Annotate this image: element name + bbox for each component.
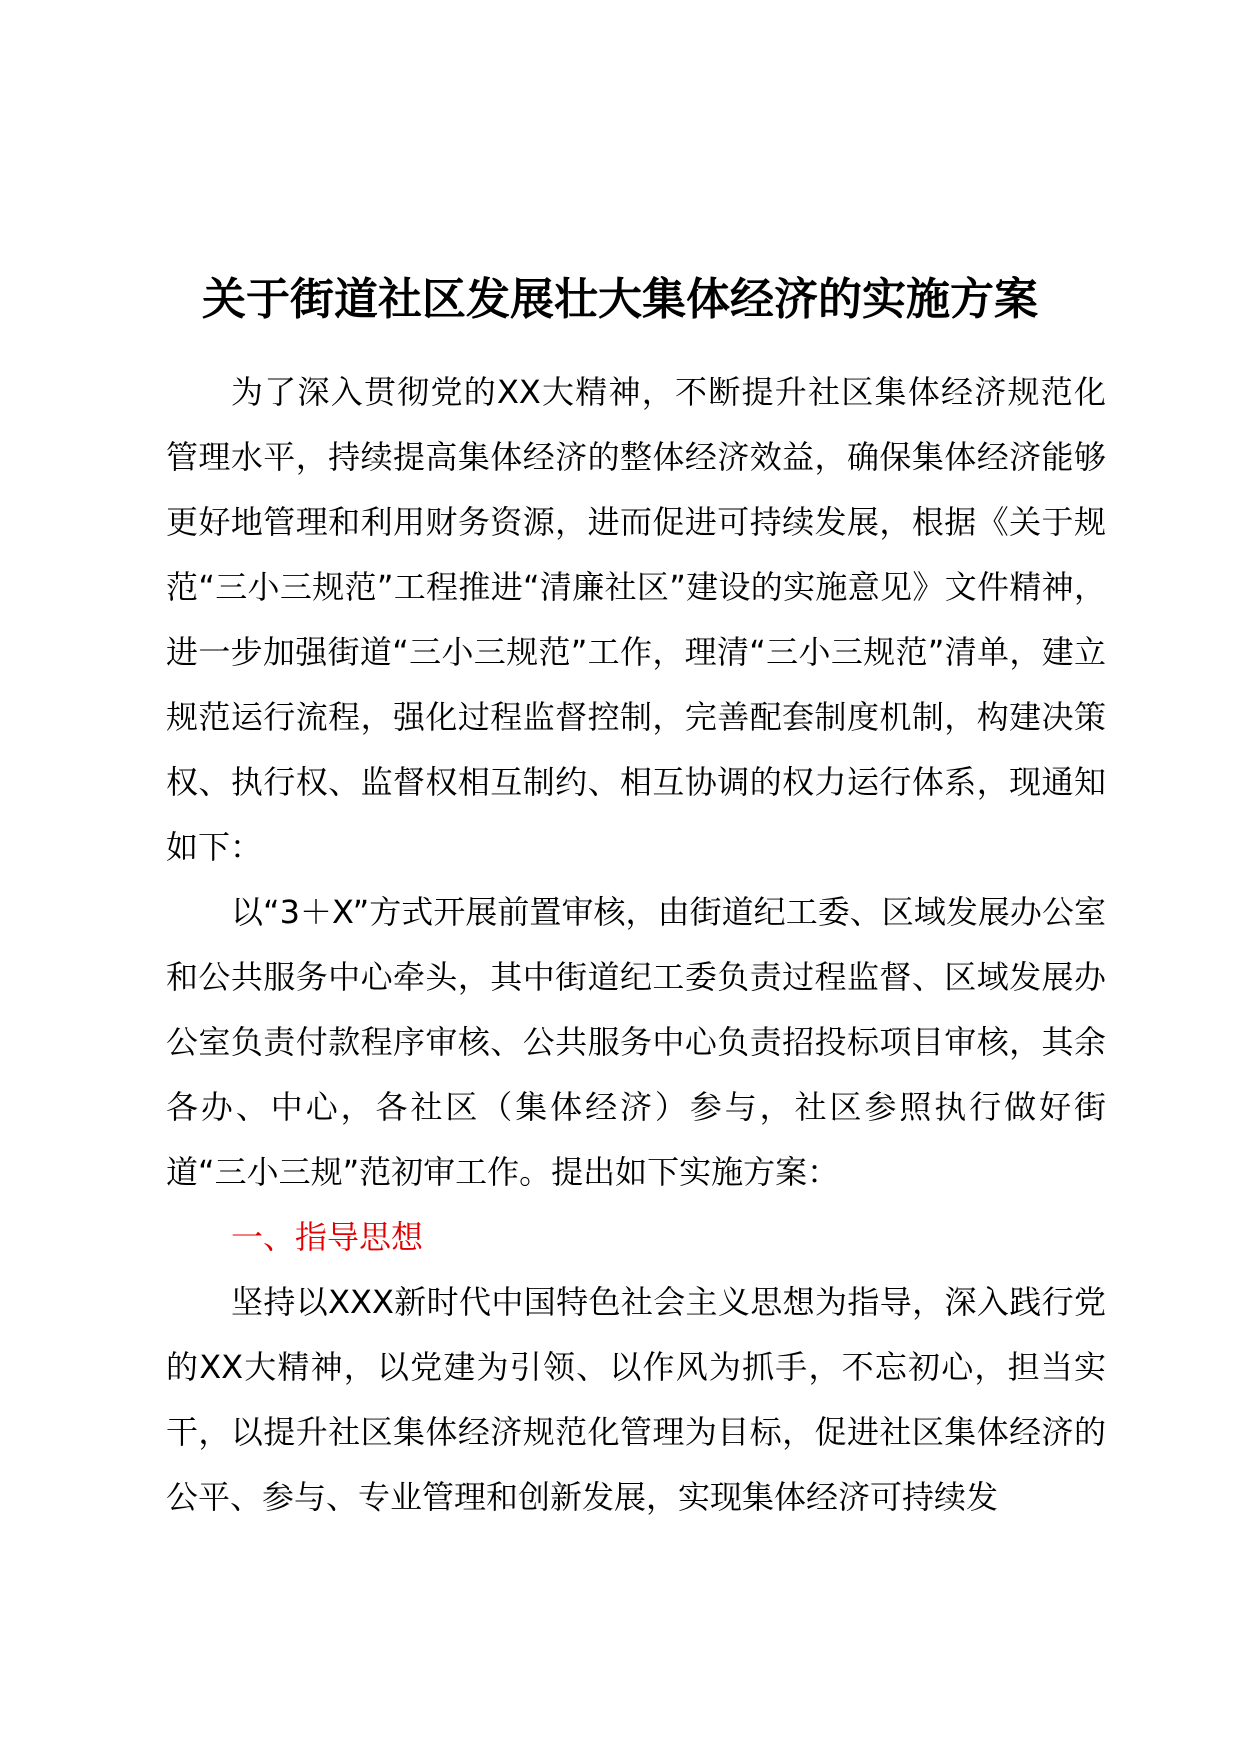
document-body xyxy=(166,360,1106,1530)
document-title: 关于街道社区发展壮大集体经济的实施方案 xyxy=(202,274,1038,325)
review-paragraph: 以“3＋X”方式开展前置审核，由街道纪工委、区域发展办公室和公共服务中心牵头，其中街道纪工委负责过程监督、区域发展办公室负责付款程序审核、公共服务中心负责招投标项目审核，其余各办、中心，各社区（集体经济）参与，社区参照执行做好街道“三小三规”范初审工作。提出如下实施方案： xyxy=(166,893,1106,1191)
section-heading: 一、指导思想 xyxy=(231,1218,424,1256)
section-paragraph: 坚持以XXX新时代中国特色社会主义思想为指导，深入践行党的XX大精神，以党建为引领、以作风为抓手，不忘初心，担当实干，以提升社区集体经济规范化管理为目标，促进社区集体经济的公平、参与、专业管理和创新发展，实现集体经济可持续发 xyxy=(166,1283,1106,1516)
intro-paragraph: 为了深入贯彻党的XX大精神，不断提升社区集体经济规范化管理水平，持续提高集体经济的整体经济效益，确保集体经济能够更好地管理和利用财务资源，进而促进可持续发展，根据《关于规范“三小三规范”工程推进“清廉社区”建设的实施意见》文件精神，进一步加强街道“三小三规范”工作，理清“三小三规范”清单，建立规范运行流程，强化过程监督控制，完善配套制度机制，构建决策权、执行权、监督权相互制约、相互协调的权力运行体系，现通知如下： xyxy=(166,373,1106,866)
